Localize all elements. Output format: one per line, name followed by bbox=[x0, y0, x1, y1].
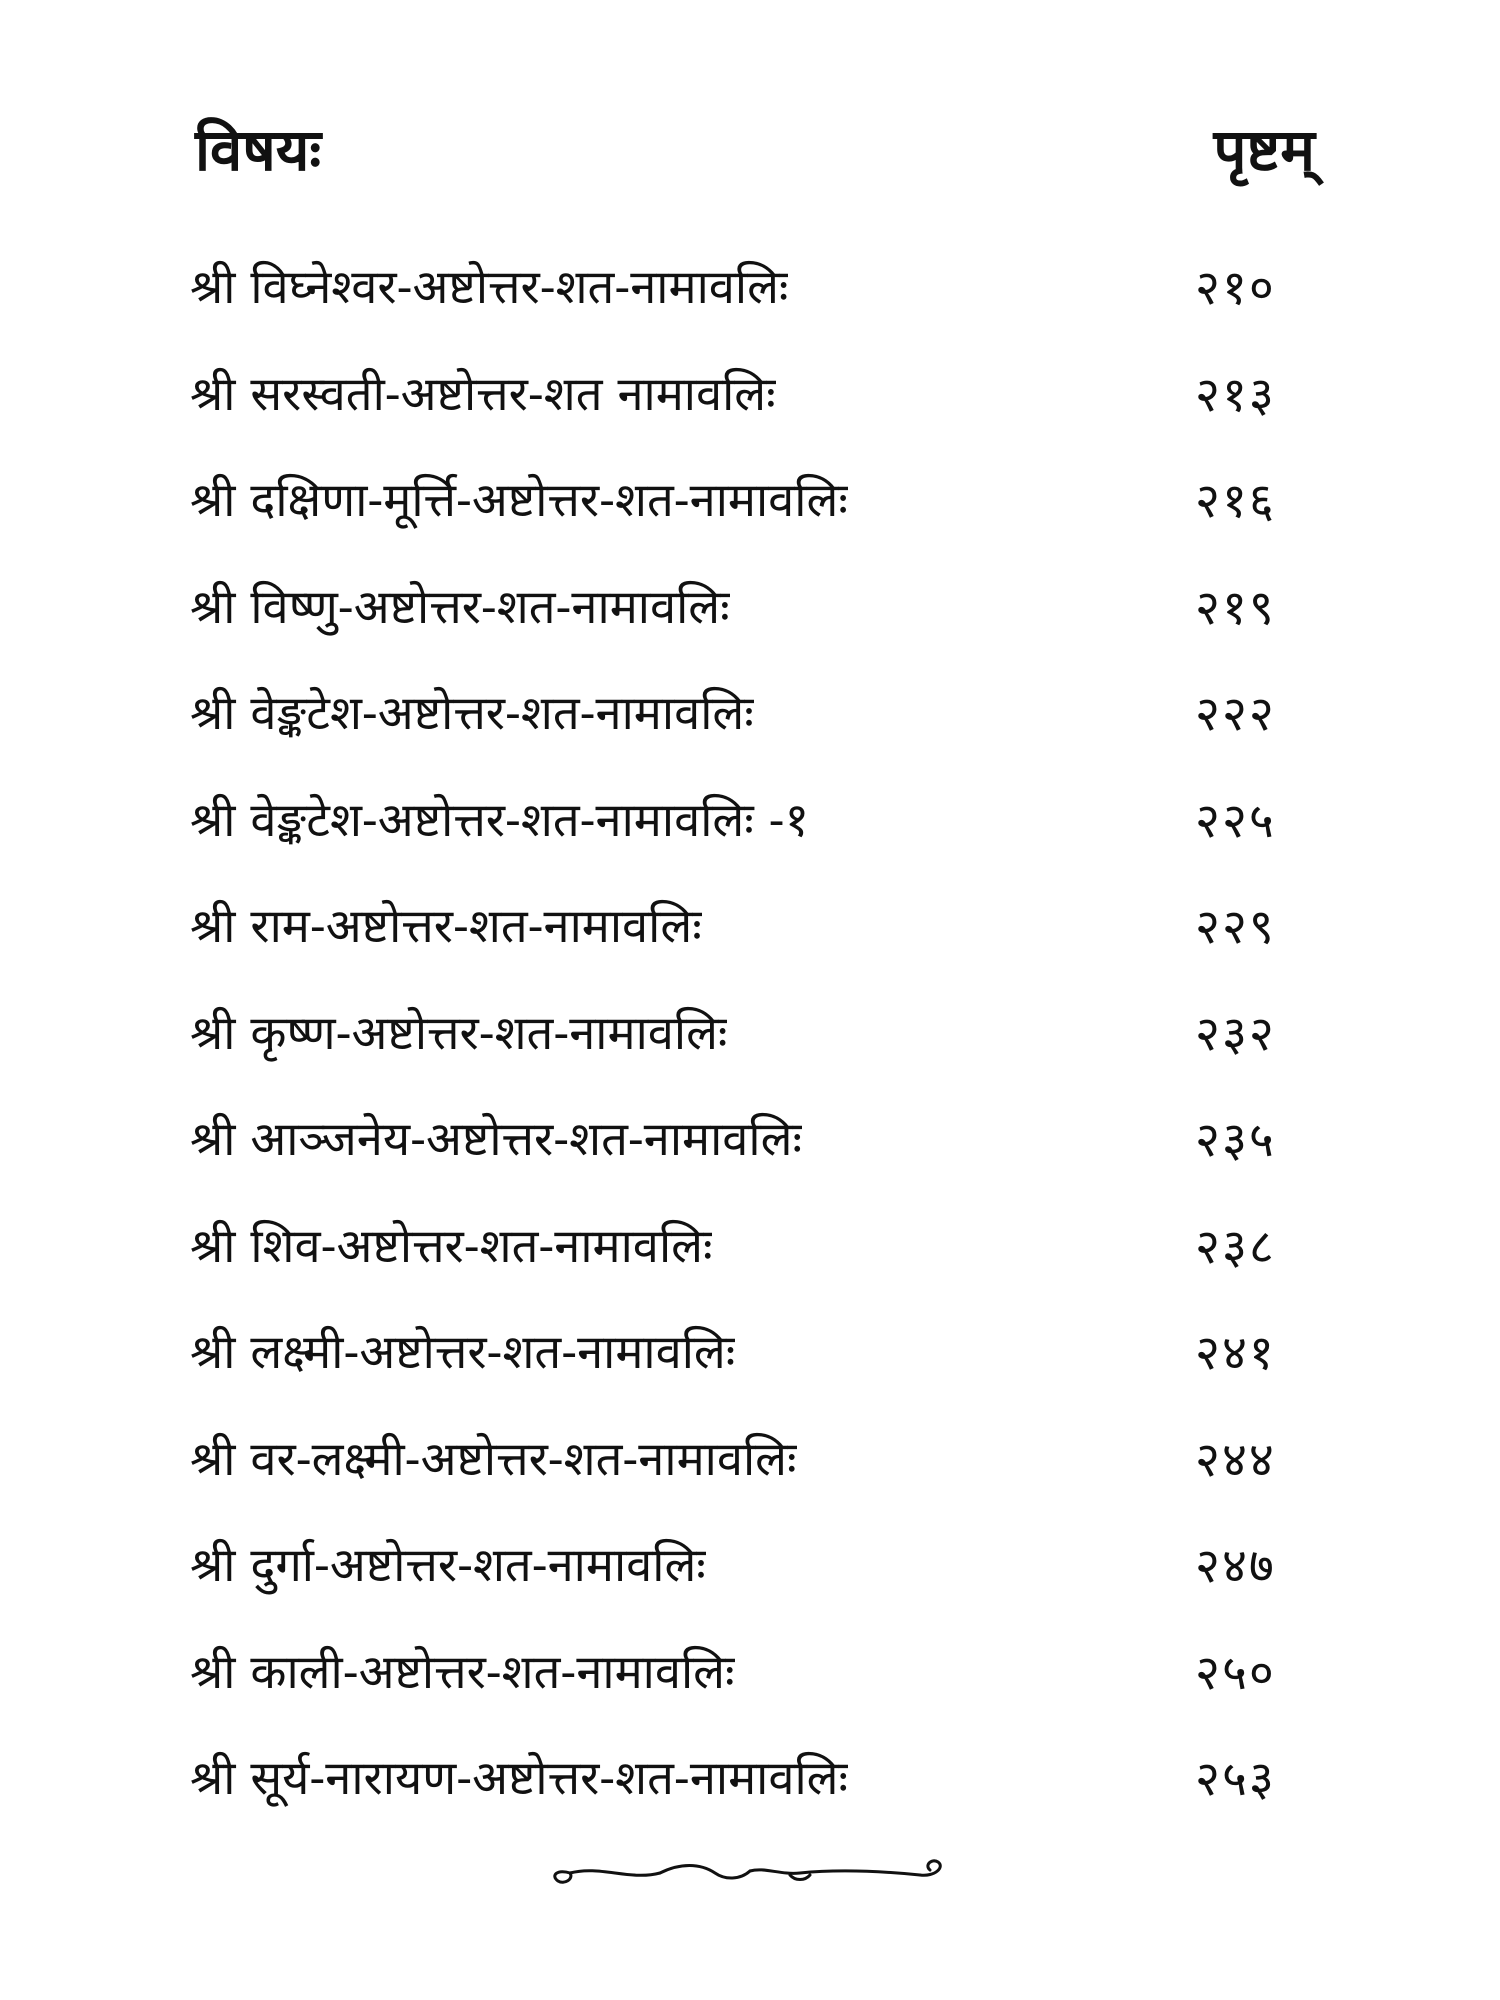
toc-entry-title: श्री विष्णु-अष्टोत्तर-शत-नामावलिः bbox=[190, 579, 730, 635]
toc-entry bbox=[190, 1207, 1315, 1314]
toc-entry-title: श्री लक्ष्मी-अष्टोत्तर-शत-नामावलिः bbox=[190, 1325, 736, 1380]
toc-entry-page: २५० bbox=[1195, 1644, 1276, 1701]
toc-entry bbox=[190, 1420, 1315, 1527]
toc-entry-page: २३८ bbox=[1195, 1218, 1276, 1275]
toc-entry bbox=[190, 568, 1315, 675]
toc-entry-page: २१९ bbox=[1195, 579, 1276, 636]
toc-entry-title: श्री आञ्जनेय-अष्टोत्तर-शत-नामावलिः bbox=[190, 1112, 802, 1167]
toc-entry bbox=[190, 461, 1315, 568]
toc-entry-page: २४७ bbox=[1195, 1538, 1276, 1594]
toc-entry-title: श्री दुर्गा-अष्टोत्तर-शत-नामावलिः bbox=[190, 1538, 706, 1593]
toc-entry bbox=[190, 355, 1315, 462]
toc-header bbox=[195, 110, 1315, 190]
toc-entry-title: श्री कृष्ण-अष्टोत्तर-शत-नामावलिः bbox=[190, 1005, 728, 1061]
toc-entry-page: २५३ bbox=[1195, 1751, 1276, 1807]
toc-entry-page: २२५ bbox=[1195, 792, 1276, 849]
toc-entry bbox=[190, 781, 1315, 888]
toc-entry-title: श्री सरस्वती-अष्टोत्तर-शत नामावलिः bbox=[190, 366, 776, 422]
toc-entry-title: श्री राम-अष्टोत्तर-शत-नामावलिः bbox=[190, 899, 702, 954]
toc-entry-title: श्री शिव-अष्टोत्तर-शत-नामावलिः bbox=[190, 1218, 713, 1274]
toc-entry-page: २२२ bbox=[1195, 686, 1276, 742]
toc-entry bbox=[190, 1526, 1315, 1633]
toc-entry bbox=[190, 1313, 1315, 1420]
toc-entry-title: श्री सूर्य-नारायण-अष्टोत्तर-शत-नामावलिः bbox=[190, 1751, 849, 1806]
toc-entry bbox=[190, 994, 1315, 1101]
page-column-heading: पृष्टम् bbox=[1213, 116, 1315, 184]
subject-column-heading: विषयः bbox=[195, 116, 322, 184]
toc-entry bbox=[190, 1633, 1315, 1740]
toc-entry-page: २१० bbox=[1195, 260, 1276, 316]
toc-entry bbox=[190, 248, 1315, 355]
toc-entry-page: २४१ bbox=[1195, 1325, 1276, 1381]
toc-list bbox=[190, 248, 1315, 1846]
toc-entry bbox=[190, 674, 1315, 781]
toc-entry-page: २१६ bbox=[1195, 473, 1276, 529]
toc-entry-title: श्री विघ्नेश्वर-अष्टोत्तर-शत-नामावलिः bbox=[190, 260, 789, 315]
toc-entry bbox=[190, 1100, 1315, 1207]
toc-entry-page: २३५ bbox=[1195, 1112, 1276, 1168]
toc-entry-title: श्री वर-लक्ष्मी-अष्टोत्तर-शत-नामावलिः bbox=[190, 1431, 797, 1487]
toc-entry-title: श्री काली-अष्टोत्तर-शत-नामावलिः bbox=[190, 1644, 735, 1700]
toc-entry-title: श्री वेङ्कटेश-अष्टोत्तर-शत-नामावलिः -१ bbox=[190, 792, 810, 848]
toc-entry bbox=[190, 1739, 1315, 1846]
toc-entry-page: २३२ bbox=[1195, 1005, 1276, 1062]
toc-entry-page: २४४ bbox=[1195, 1431, 1276, 1488]
toc-entry-title: श्री वेङ्कटेश-अष्टोत्तर-शत-नामावलिः bbox=[190, 686, 754, 741]
toc-entry bbox=[190, 887, 1315, 994]
toc-entry-page: २१३ bbox=[1195, 366, 1276, 423]
toc-entry-title: श्री दक्षिणा-मूर्त्ति-अष्टोत्तर-शत-नामावलिः bbox=[190, 473, 848, 528]
toc-entry-page: २२९ bbox=[1195, 899, 1276, 955]
decorative-flourish-divider bbox=[540, 1845, 980, 1895]
